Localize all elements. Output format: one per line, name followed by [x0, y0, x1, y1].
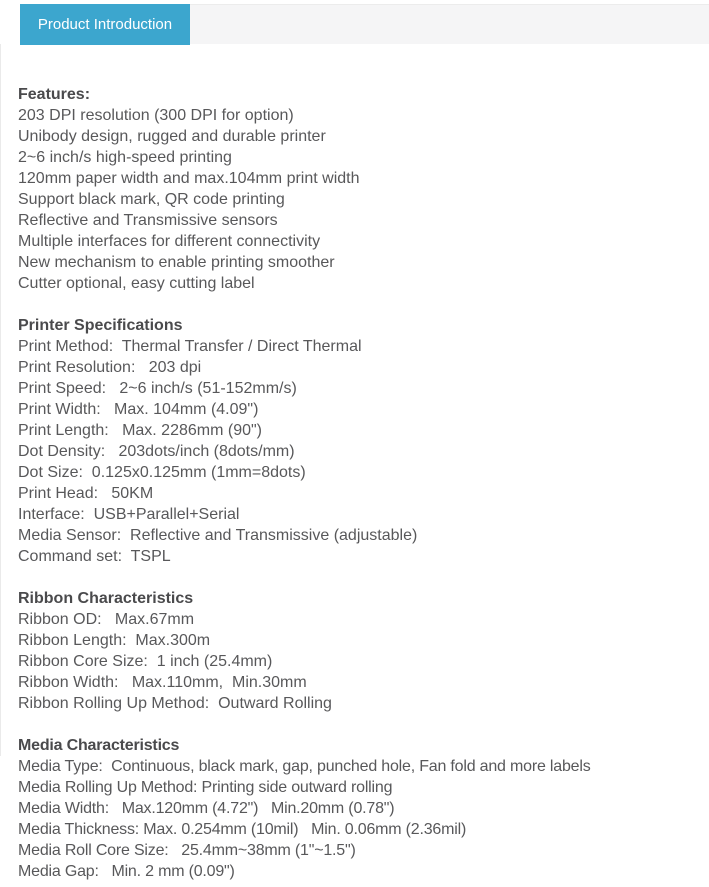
tab-product-introduction[interactable] [20, 4, 190, 45]
feature-line: 2~6 inch/s high-speed printing [18, 149, 232, 166]
spec-line: Media Rolling Up Method: Printing side outward rolling [18, 779, 393, 796]
spec-line: Print Resolution: 203 dpi [18, 359, 202, 376]
spec-line: Ribbon Rolling Up Method: Outward Rolling [18, 695, 332, 712]
media-characteristics-section [18, 735, 701, 882]
feature-line: New mechanism to enable printing smoother [18, 254, 335, 271]
section-heading: Printer Specifications [18, 317, 183, 334]
left-divider [0, 44, 1, 756]
ribbon-characteristics-section [18, 588, 701, 714]
spec-line: Media Roll Core Size: 25.4mm~38mm (1"~1.5") [18, 842, 356, 859]
spec-line: Ribbon OD: Max.67mm [18, 611, 195, 628]
spec-line: Media Gap: Min. 2 mm (0.09") [18, 863, 235, 880]
feature-line: Reflective and Transmissive sensors [18, 212, 278, 229]
section-heading: Ribbon Characteristics [18, 590, 194, 607]
spec-line: Print Method: Thermal Transfer / Direct Thermal [18, 338, 362, 355]
spec-line: Ribbon Width: Max.110mm, Min.30mm [18, 674, 307, 691]
spec-line: Interface: USB+Parallel+Serial [18, 506, 240, 523]
product-introduction-content [18, 84, 701, 882]
spec-line: Ribbon Length: Max.300m [18, 632, 211, 649]
feature-line: Support black mark, QR code printing [18, 191, 285, 208]
feature-line: Unibody design, rugged and durable printer [18, 128, 326, 145]
spec-line: Dot Size: 0.125x0.125mm (1mm=8dots) [18, 464, 306, 481]
spec-line: Print Width: Max. 104mm (4.09") [18, 401, 259, 418]
spec-line: Print Head: 50KM [18, 485, 154, 502]
feature-line: 120mm paper width and max.104mm print width [18, 170, 360, 187]
spec-line: Command set: TSPL [18, 548, 171, 565]
tab-bar [20, 4, 709, 44]
spec-line: Dot Density: 203dots/inch (8dots/mm) [18, 443, 295, 460]
section-heading: Features: [18, 86, 91, 103]
spec-line: Ribbon Core Size: 1 inch (25.4mm) [18, 653, 273, 670]
feature-line: Multiple interfaces for different connectivity [18, 233, 321, 250]
spec-line: Media Type: Continuous, black mark, gap, punched hole, Fan fold and more labels [18, 758, 591, 775]
features-section [18, 84, 701, 294]
spec-line: Media Sensor: Reflective and Transmissive (adjustable) [18, 527, 418, 544]
printer-specifications-section [18, 315, 701, 567]
spec-line: Media Thickness: Max. 0.254mm (10mil) Min. 0.06mm (2.36mil) [18, 821, 467, 838]
spec-line: Media Width: Max.120mm (4.72") Min.20mm (0.78") [18, 800, 395, 817]
section-heading: Media Characteristics [18, 737, 180, 754]
spec-line: Print Length: Max. 2286mm (90") [18, 422, 263, 439]
tab-label: Product Introduction [37, 16, 173, 33]
feature-line: Cutter optional, easy cutting label [18, 275, 255, 292]
feature-line: 203 DPI resolution (300 DPI for option) [18, 107, 294, 124]
spec-line: Print Speed: 2~6 inch/s (51-152mm/s) [18, 380, 297, 397]
